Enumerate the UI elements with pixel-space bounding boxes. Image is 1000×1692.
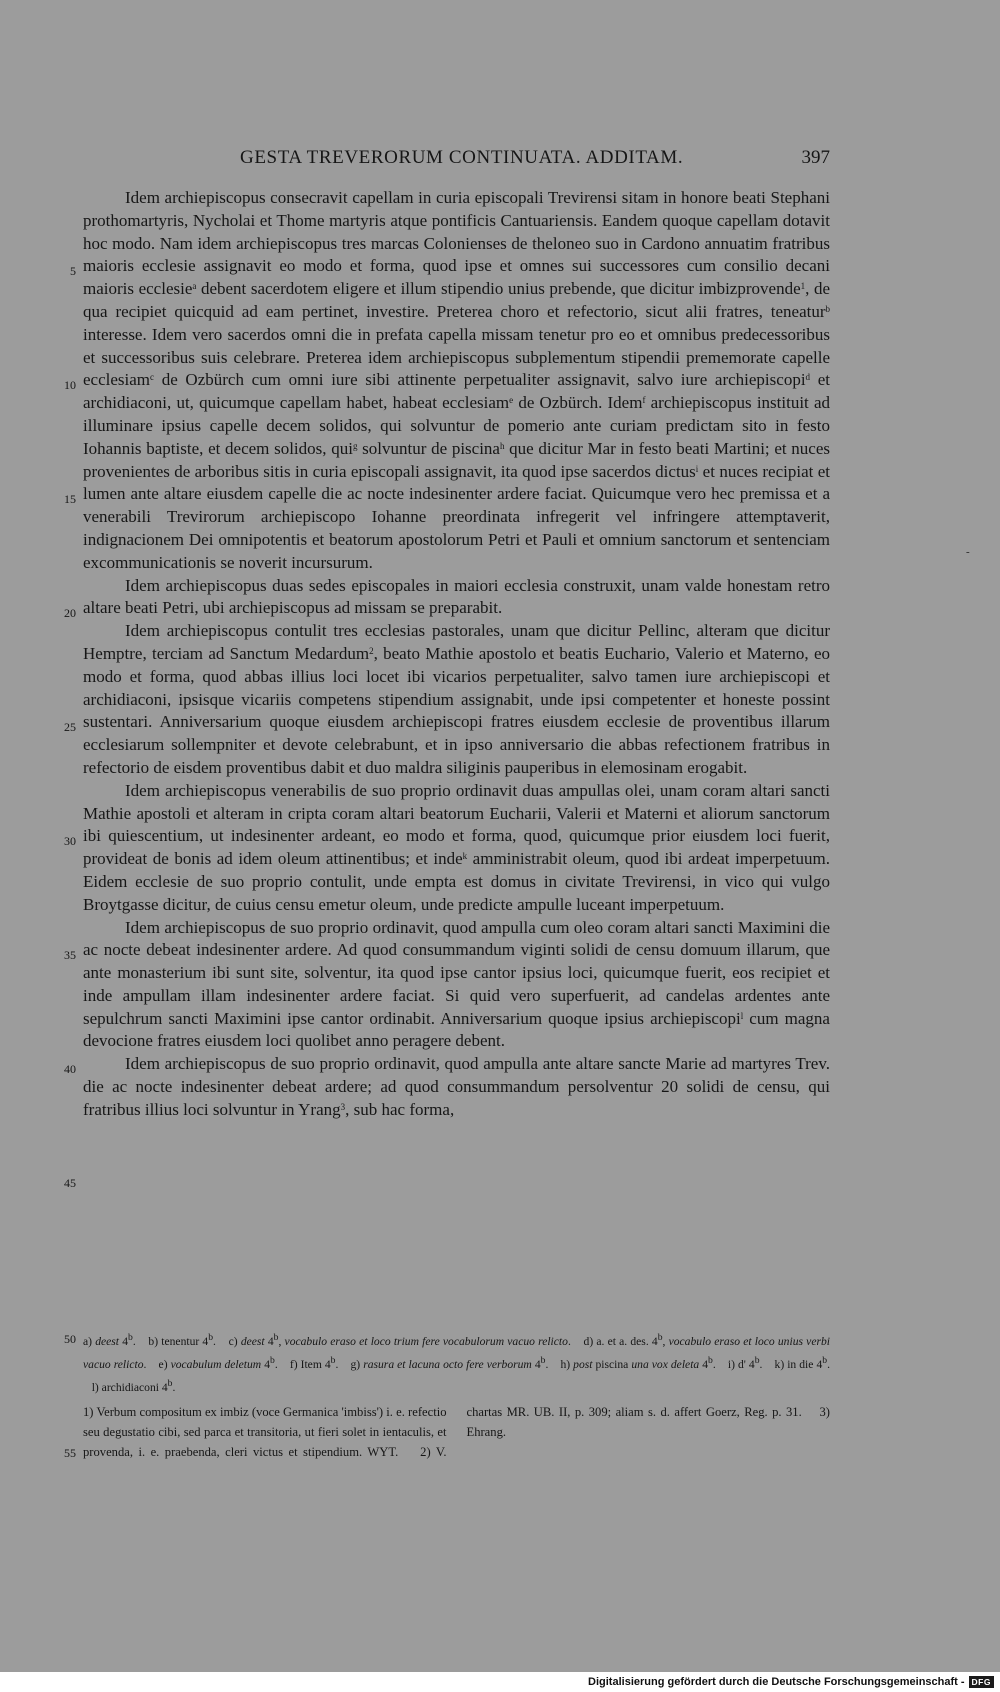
line-number: 10 [64,378,76,392]
line-number: 30 [64,834,76,848]
line-number: 40 [64,1062,76,1076]
page-edge-mark: - [966,546,970,558]
paragraph: Idem archiepiscopus de suo proprio ordinavit, quod ampulla ante altare sancte Marie ad martyres Trev. die ac nocte indesinenter debeat ardere; ad quod consummandum persolventur 20 solidi de censu, qui fratribus illius loci solvuntur in Yrang$^3$, sub hac forma, [83,1054,830,1119]
running-header [240,147,830,171]
paragraph: Idem archiepiscopus de suo proprio ordinavit, quod ampulla cum oleo coram altari sancti Maximini die ac nocte debeat indesinenter ardere. Ad quod consummandum viginti solidi de censu domuum illarum, que ante monasterium ibi sunt site, solventur, ita quod ipse cantor ipsius loci, quicumque fuerit, eos recipiet et inde ampullam illam indesinenter ardere faciat. Si quid vero superfuerit, ad candelas ardentes ante sepulchrum sancti Maximini ipse cantor ordinabit. Anniversarium quoque ipsius archiepiscopi$^l$ cum magna devocione fratres eiusdem loci quolibet anno peragere debent. [83,917,830,1051]
line-number: 50 [64,1332,76,1346]
line-number: 15 [64,492,76,506]
line-number: 20 [64,606,76,620]
line-number: 55 [64,1446,76,1460]
digitization-credit [588,1674,994,1690]
paragraph: Idem archiepiscopus contulit tres ecclesias pastorales, unam que dicitur Pellinc, alteram que dicitur Hemptre, terciam ad Sanctum Medardum$^2$, beato Mathie apostolo et beatis Euchario, Valerio et Materno, eo modo et forma, quod abbas illius loci locet ibi vicarios perpetualiter, salvo tamen iure archiepiscopi et archidiaconi, ipsisque vicariis competens stipendium assignabit, unde ipsi competenter et honeste possint sustentari. Anniversarium quoque eiusdem archiepiscopi fratres eiusdem ecclesie de proventibus illarum ecclesiarum sollempniter et devote celebrabunt, et in ipso anniversario die abbas refectionem fratribus in refectorio de eisdem proventibus dabit et duo maldra siliginis pauperibus in elemosinam erogabit. [83,621,830,777]
dfg-logo: DFG [969,1676,994,1688]
credit-text: Digitalisierung gefördert durch die Deutsche Forschungsgemeinschaft - [588,1676,965,1688]
main-text [83,187,830,1122]
paragraph: Idem archiepiscopus venerabilis de suo proprio ordinavit duas ampullas olei, unam coram altari sancti Mathie apostoli et alteram in cripta coram altari beatorum Eucharii, Valerii et Materni et aliorum sanctorum ibi quiescentium, ut indesinenter ardeant, eo modo et forma, quod, quicumque prior eiusdem loci fuerit, provideat de bonis ad idem oleum attinentibus; et inde$^k$ amministrabit oleum, quod ibi ardeat imperpetuum. Eidem ecclesie de suo proprio contulit, unde empta est domus in civitate Trevirensi, in vico qui vulgo Broytgasse dicitur, de cuius censu emetur oleum, unde predicte ampulle luceant imperpetuum. [83,780,830,914]
line-number: 25 [64,720,76,734]
paragraph: Idem archiepiscopus consecravit capellam in curia episcopali Trevirensi sitam in honore beati Stephani prothomartyris, Nycholai et Thome martyris atque pontificis Cantuariensis. Eandem quoque capellam dotavit hoc modo. Nam idem archiepiscopus tres marcas Colonienses de theloneo suo in Cardono annuatim fratribus maioris ecclesie assignavit eo modo et forma, quod ipse et omnes sui successores cum consilio decani maioris ecclesie$^a$ debent sacerdotem eligere et illum stipendio unius prebende, que dicitur imbizprovende$^1$, de qua recipiet quicquid ad eam pertinet, investire. Preterea choro et refectorio, sicut alii fratres, teneatur$^b$ interesse. Idem vero sacerdos omni die in prefata capella missam tenetur pro eo et omnibus predecessoribus et successoribus suis celebrare. Preterea idem archiepiscopus subplementum stipendii prememorate capelle ecclesiam$^c$ de Ozbürch cum omni iure sibi attinente perpetualiter assignavit, salvo iure archiepiscopi$^d$ et archidiaconi, ut, quicumque capellam habet, habeat ecclesiam$^e$ de Ozbürch. Idem$^f$ archiepiscopus instituit ad illuminare ipsius capelle decem solidos, qui solvuntur de pomerio ante curiam predictam sito in festo Iohannis baptiste, et decem solidos, qui$^g$ solvuntur de piscina$^h$ que dicitur Mar in festo beati Martini; et nuces provenientes de arboribus sitis in curia episcopali assignavit, ita quod ipse sacerdos dictus$^i$ et nuces recipiat et lumen ante altare eiusdem capelle die ac nocte indesinenter ardere faciat. Quicumque vero hec premissa et a venerabili Trevirorum archiepiscopo Iohanne preordinata infregerit vel infringere attemptaverit, indignacionem Dei omnipotentis et beatorum apostolorum Petri et Pauli et omnium sanctorum et sentenciam excommunicationis se noverit incursurum. [83,188,831,572]
line-number: 45 [64,1176,76,1190]
line-number: 5 [70,264,76,278]
paragraph: Idem archiepiscopus duas sedes episcopales in maiori ecclesia construxit, unam valde honestam retro altare beati Petri, ubi archiepiscopus ad missam se preparabit. [83,575,830,618]
variant-notes: a) deest 4$^b$. b) tenentur 4$^b$. c) deest 4$^b$, vocabulo eraso et loco trium fere vocabulorum vacuo relicto. d) a. et a. des. 4$^b$, vocabulo eraso et loco unius verbi vacuo relicto. e) vocabulum deletum 4$^b$. f) Item 4$^b$. g) rasura et lacuna octo fere verborum 4$^b$. h) post piscina una vox deleta 4$^b$. i) d' 4$^b$. k) in die 4$^b$. l) archidiaconi 4$^b$. [83,1332,831,1394]
running-title: GESTA TREVERORUM CONTINUATA. ADDITAM. [240,147,684,168]
footnotes: 1) Verbum compositum ex imbiz (voce Germanica 'imbiss') i. e. refectio seu degustatio cibi, sed parca et transitoria, ut fieri solet in ientaculis, et provenda, i. e. praebenda, cleri victus et stipendium. WYT. 2) V. chartas MR. UB. II, p. 309; aliam s. d. affert Goerz, Reg. p. 31. 3) Ehrang. [83,1405,830,1459]
line-number: 35 [64,948,76,962]
page-number: 397 [801,147,830,168]
